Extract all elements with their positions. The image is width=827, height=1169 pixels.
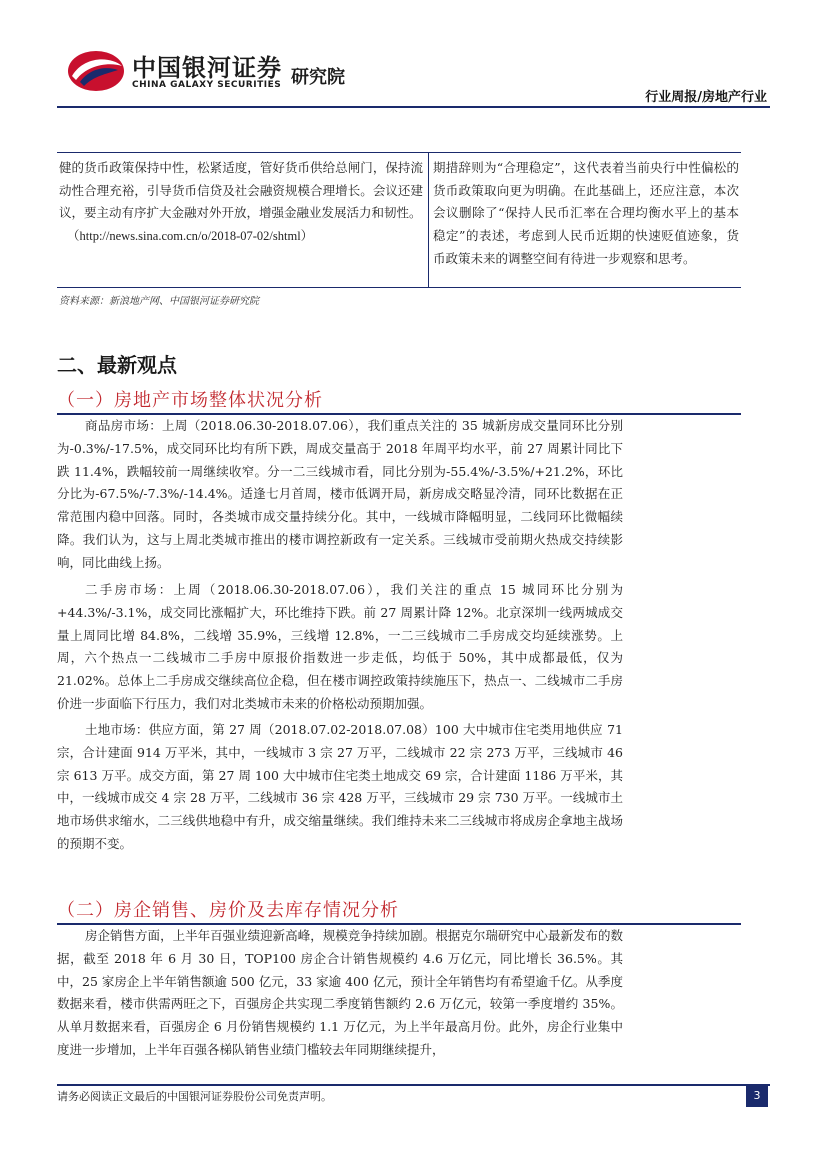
table-cell-right: [433, 157, 739, 271]
footer-disclaimer: 请务必阅读正文最后的中国银河证券股份公司免责声明。: [57, 1090, 332, 1103]
table-column-divider: [428, 153, 429, 287]
header-divider: [57, 106, 770, 108]
paragraph-new-home-market: 商品房市场：上周（2018.06.30-2018.07.06），我们重点关注的 35 城新房成交量同环比分别为-0.3%/-17.5%，成交同环比均有所下跌，周成交量高于 2018 年周平均水平，前 27 周累计同比下跌 11.4%，跌幅较前一周继续收窄。分一二三线城市看，同比分别为-55.4%/-3.5%/+21.2%，环比分比为-67.5%/-7.3%/-14.4%。适逢七月首周，楼市低调开局，新房成交略显冷清，同环比数据在正常范围内稳中回落。同时，各类城市成交量持续分化。其中，一线城市降幅明显，二线同环比微幅续降。我们认为，这与上周北类城市推出的楼市调控新政有一定关系。三线城市受前期火热成交持续影响，同比曲线上扬。: [57, 418, 623, 570]
table-right-text: 期措辞则为“合理稳定”，这代表着当前央行中性偏松的货币政策取向更为明确。在此基础上，还应注意，本次会议删除了“保持人民币汇率在合理均衡水平上的基本稳定”的表述，考虑到人民币近期的快速贬值迹象，货币政策未来的调整空间有待进一步观察和思考。: [433, 160, 739, 266]
paragraph-developer-sales: 房企销售方面，上半年百强业绩迎新高峰，规模竞争持续加剧。根据克尔瑞研究中心最新发布的数据，截至 2018 年 6 月 30 日，TOP100 房企合计销售规模约 4.6 万亿元，同比增长 36.5%。其中，25 家房企上半年销售额逾 500 亿元，33 家逾 400 亿元，预计全年销售均有希望逾千亿。从季度数据来看，楼市供需两旺之下，百强房企共实现二季度销售额约 2.6 万亿元，较第一季度增约 35%。从单月数据来看，百强房企 6 月份销售规模约 1.1 万亿元，为上半年最高月份。此外，房企行业集中度进一步增加，上半年百强各梯队销售业绩门槛较去年同期继续提升，: [57, 928, 623, 1057]
logo-text-cn: 中国银河证券: [132, 54, 282, 82]
source-link[interactable]: （http://news.sina.com.cn/o/2018-07-02/shtml）: [67, 229, 314, 244]
table-cell-left: [59, 157, 423, 248]
table-left-text: 健的货币政策保持中性，松紧适度，管好货币供给总闸门，保持流动性合理充裕，引导货币信贷及社会融资规模合理增长。会议还建议，要主动有序扩大金融对外开放，增强金融业发展活力和韧性。: [59, 160, 423, 221]
section-title: 二、最新观点: [57, 353, 177, 377]
logo-text-en: CHINA GALAXY SECURITIES: [132, 80, 282, 90]
page-number: 3: [746, 1085, 768, 1107]
subsection-title-market: （一）房地产市场整体状况分析: [57, 390, 323, 411]
subsection-title-sales: （二）房企销售、房价及去库存情况分析: [57, 900, 399, 921]
footer-divider: [57, 1084, 770, 1086]
logo-dept: 研究院: [291, 67, 345, 88]
company-logo-icon: [66, 46, 128, 100]
paragraph-resale-market: 二手房市场：上周（2018.06.30-2018.07.06），我们关注的重点 15 城同环比分别为+44.3%/-3.1%，成交同比涨幅扩大，环比维持下跌。前 27 周累计降 12%。北京深圳一线两城成交量上周同比增 84.8%，二线增 35.9%，三线增 12.8%，一二三线城市二手房成交均延续涨势。上周，六个热点一二线城市二手房中原报价指数进一步走低，均低于 50%，其中成都最低，仅为 21.02%。总体上二手房成交继续高位企稳，但在楼市调控政策持续施压下，热点一、二线城市二手房价进一步面临下行压力，我们对北类城市未来的价格松动预期加强。: [57, 582, 623, 711]
report-category: 行业周报/房地产行业: [645, 90, 767, 105]
policy-table: [57, 152, 741, 288]
paragraph-land-market: 土地市场：供应方面，第 27 周（2018.07.02-2018.07.08）100 大中城市住宅类用地供应 71 宗，合计建面 914 万平米，其中，一线城市 3 宗 27 万平，二线城市 22 宗 273 万平，三线城市 46 宗 613 万平。成交方面，第 27 周 100 大中城市住宅类土地成交 69 宗，合计建面 1186 万平米，其中，一线城市成交 4 宗 28 万平，二线城市 36 宗 428 万平，三线城市 29 宗 730 万平。一线城市土地市场供求缩水，二三线供地稳中有升，成交缩量继续。我们维持未来二三线城市将成房企拿地主战场的预期不变。: [57, 722, 623, 851]
table-source-note: 资料来源：新浪地产网、中国银河证券研究院: [59, 296, 259, 307]
